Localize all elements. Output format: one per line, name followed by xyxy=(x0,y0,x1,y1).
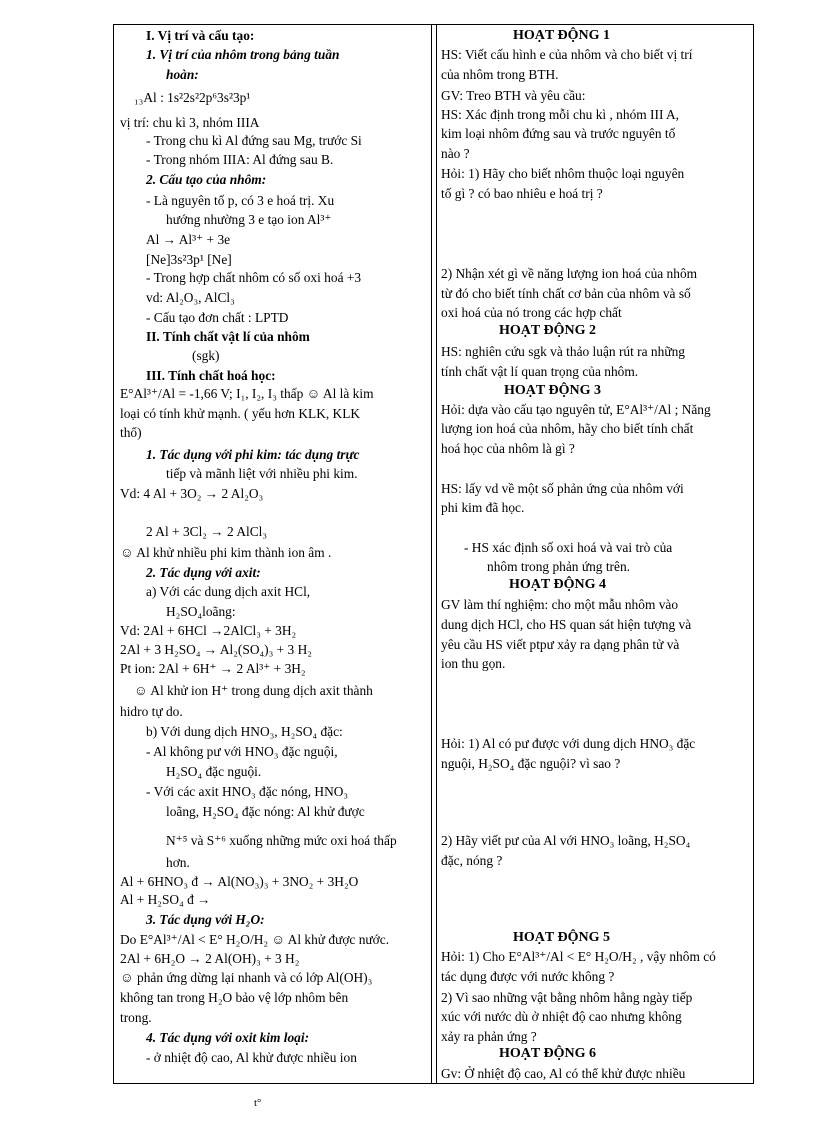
footer-mark: t° xyxy=(254,1097,262,1109)
theory-line: [Ne]3s²3p¹ [Ne] xyxy=(146,252,232,267)
activity-line: đặc, nóng ? xyxy=(441,853,503,868)
activity-heading: HOẠT ĐỘNG 4 xyxy=(509,577,606,592)
theory-line: trong. xyxy=(120,1010,152,1025)
theory-line: 3. Tác dụng với H₂O: xyxy=(146,912,265,927)
activity-line: 2) Nhận xét gì về năng lượng ion hoá của nhôm xyxy=(441,266,698,281)
activity-line: nguội, H₂SO₄ đặc nguội? vì sao ? xyxy=(441,756,621,771)
activity-heading: HOẠT ĐỘNG 5 xyxy=(513,930,610,945)
activity-line: HS: Viết cấu hình e của nhôm và cho biết vị trí xyxy=(441,47,693,62)
activity-line: xúc với nước dù ở nhiệt độ cao nhưng không xyxy=(441,1009,682,1024)
theory-line: a) Với các dung dịch axit HCl, xyxy=(146,584,311,599)
theory-line: 2. Tác dụng với axit: xyxy=(146,565,261,580)
theory-line: 2. Cấu tạo của nhôm: xyxy=(146,172,267,187)
theory-line: 2 Al + 3Cl₂ → 2 AlCl₃ xyxy=(146,524,268,539)
theory-line: N⁺⁵ và S⁺⁶ xuống những mức oxi hoá thấp xyxy=(166,833,397,848)
activity-heading: HOẠT ĐỘNG 2 xyxy=(499,323,596,338)
theory-line: Pt ion: 2Al + 6H⁺ → 2 Al³⁺ + 3H₂ xyxy=(120,661,306,676)
theory-line: 2Al + 3 H₂SO₄ → Al₂(SO₄)₃ + 3 H₂ xyxy=(120,642,312,657)
theory-line: Al + H₂SO₄ đ → xyxy=(120,892,211,907)
theory-line: III. Tính chất hoá học: xyxy=(146,368,276,383)
theory-line: Vd: 4 Al + 3O₂ → 2 Al₂O₃ xyxy=(120,486,264,501)
activity-line: từ đó cho biết tính chất cơ bản của nhôm và số xyxy=(441,286,691,301)
theory-line: 2Al + 6H₂O → 2 Al(OH)₃ + 3 H₂ xyxy=(120,951,300,966)
theory-line: - Là nguyên tố p, có 3 e hoá trị. Xu xyxy=(146,193,335,208)
activity-heading: HOẠT ĐỘNG 1 xyxy=(513,28,610,43)
theory-line: không tan trong H₂O bảo vệ lớp nhôm bên xyxy=(120,990,349,1005)
theory-line: 1. Vị trí của nhôm trong bảng tuần xyxy=(146,47,340,62)
theory-line: 4. Tác dụng với oxit kim loại: xyxy=(146,1030,310,1045)
theory-line: H₂SO₄loãng: xyxy=(166,604,236,619)
theory-line: Do E°Al³⁺/Al < E° H₂O/H₂ ☺ Al khử được nước. xyxy=(120,932,390,947)
theory-line: Vd: 2Al + 6HCl →2AlCl₃ + 3H₂ xyxy=(120,623,297,638)
activity-line: tố gì ? có bao nhiêu e hoá trị ? xyxy=(441,186,603,201)
activity-line: của nhôm trong BTH. xyxy=(441,67,559,82)
theory-line: b) Với dung dịch HNO₃, H₂SO₄ đặc: xyxy=(146,724,343,739)
activity-line: Hỏi: 1) Hãy cho biết nhôm thuộc loại nguyên xyxy=(441,166,685,181)
activity-line: - HS xác định số oxi hoá và vai trò của xyxy=(464,540,673,555)
activity-heading: HOẠT ĐỘNG 3 xyxy=(504,383,601,398)
theory-line: - Cấu tạo đơn chất : LPTD xyxy=(146,310,289,325)
activity-line: HS: lấy vd về một số phản ứng của nhôm với xyxy=(441,481,684,496)
activity-line: tính chất vật lí quan trọng của nhôm. xyxy=(441,364,639,379)
theory-line: loãng, H₂SO₄ đặc nóng: Al khử được xyxy=(166,804,365,819)
activity-line: 2) Vì sao những vật bằng nhôm hằng ngày tiếp xyxy=(441,990,693,1005)
theory-line: thổ) xyxy=(120,425,142,440)
activity-line: Gv: Ở nhiệt độ cao, Al có thể khử được nhiều xyxy=(441,1066,686,1081)
theory-line: tiếp và mãnh liệt với nhiều phi kim. xyxy=(166,466,358,481)
activity-line: Hỏi: 1) Al có pư được với dung dịch HNO₃ đặc xyxy=(441,736,696,751)
activity-line: HS: nghiên cứu sgk và thảo luận rút ra những xyxy=(441,344,685,359)
theory-line: hidro tự do. xyxy=(120,704,183,719)
activity-line: kim loại nhôm đứng sau và trước nguyên tố xyxy=(441,126,676,141)
theory-line: loại có tính khử mạnh. ( yếu hơn KLK, KLK xyxy=(120,406,361,421)
theory-line: H₂SO₄ đặc nguội. xyxy=(166,764,262,779)
theory-line: - Al không pư với HNO₃ đặc nguội, xyxy=(146,744,338,759)
theory-line: Al → Al³⁺ + 3e xyxy=(146,232,231,247)
theory-line: - Trong hợp chất nhôm có số oxi hoá +3 xyxy=(146,270,362,285)
theory-line: hoàn: xyxy=(166,67,199,82)
theory-line: - ở nhiệt độ cao, Al khử được nhiều ion xyxy=(146,1050,357,1065)
theory-line: - Với các axit HNO₃ đặc nóng, HNO₃ xyxy=(146,784,349,799)
activity-line: oxi hoá của nó trong các hợp chất xyxy=(441,305,622,320)
theory-line: II. Tính chất vật lí của nhôm xyxy=(146,329,310,344)
activity-line: 2) Hãy viết pư của Al với HNO₃ loãng, H₂SO₄ xyxy=(441,833,691,848)
theory-line: hơn. xyxy=(166,855,190,870)
activity-line: HS: Xác định trong mỗi chu kì , nhóm III A, xyxy=(441,107,680,122)
activity-line: Hỏi: 1) Cho E°Al³⁺/Al < E° H₂O/H₂ , vậy nhôm có xyxy=(441,949,716,964)
theory-line: ₁₃Al : 1s²2s²2p⁶3s²3p¹ xyxy=(134,90,251,105)
activity-line: nào ? xyxy=(441,146,470,161)
activity-line: dung dịch HCl, cho HS quan sát hiện tượng và xyxy=(441,617,692,632)
theory-line: 1. Tác dụng với phi kim: tác dụng trực xyxy=(146,447,360,462)
theory-line: ☺ Al khử nhiều phi kim thành ion âm . xyxy=(120,545,332,560)
theory-line: E°Al³⁺/Al = -1,66 V; I₁, I₂, I₃ thấp ☺ Al là kim xyxy=(120,386,374,401)
column-divider-2 xyxy=(436,24,437,1084)
theory-line: Al + 6HNO₃ đ → Al(NO₃)₃ + 3NO₂ + 3H₂O xyxy=(120,874,359,889)
theory-line: vị trí: chu kì 3, nhóm IIIA xyxy=(120,115,260,130)
activity-line: GV làm thí nghiệm: cho một mẫu nhôm vào xyxy=(441,597,679,612)
activity-line: xảy ra phản ứng ? xyxy=(441,1029,537,1044)
activity-line: Hỏi: dựa vào cấu tạo nguyên tử, E°Al³⁺/Al ; Năng xyxy=(441,402,711,417)
activity-line: tác dụng được với nước không ? xyxy=(441,969,615,984)
activity-line: phi kim đã học. xyxy=(441,500,525,515)
activity-heading: HOẠT ĐỘNG 6 xyxy=(499,1046,596,1061)
theory-line: - Trong chu kì Al đứng sau Mg, trước Si xyxy=(146,133,362,148)
activity-line: hoá học của nhôm là gì ? xyxy=(441,441,575,456)
activity-line: yêu cầu HS viết ptpư xảy ra dạng phân tử và xyxy=(441,637,680,652)
theory-line: vd: Al₂O₃, AlCl₃ xyxy=(146,290,235,305)
theory-line: hướng nhường 3 e tạo ion Al³⁺ xyxy=(166,212,332,227)
theory-line: (sgk) xyxy=(192,348,220,363)
activity-line: lượng ion hoá của nhôm, hãy cho biết tính chất xyxy=(441,421,694,436)
activity-line: nhôm trong phản ứng trên. xyxy=(487,559,631,574)
theory-line: ☺ phản ứng dừng lại nhanh và có lớp Al(OH)₃ xyxy=(120,970,373,985)
theory-line: ☺ Al khử ion H⁺ trong dung dịch axit thành xyxy=(134,683,373,698)
theory-line: - Trong nhóm IIIA: Al đứng sau B. xyxy=(146,152,334,167)
activity-line: ion thu gọn. xyxy=(441,656,506,671)
activity-line: GV: Treo BTH và yêu cầu: xyxy=(441,88,586,103)
column-divider xyxy=(431,24,432,1084)
theory-line: I. Vị trí và cấu tạo: xyxy=(146,28,255,43)
